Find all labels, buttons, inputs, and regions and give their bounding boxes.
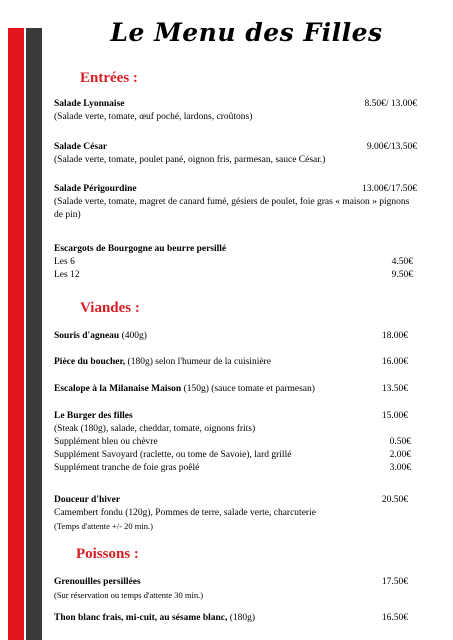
item-name: Douceur d'hiver — [54, 495, 121, 505]
item-name: Salade Périgourdine — [54, 184, 137, 194]
item-desc: (Salade verte, tomate, œuf poché, lardons, croûtons) — [54, 112, 253, 122]
item-douceur-hiver — [54, 494, 417, 533]
decor-gray-bar — [26, 28, 42, 640]
item-name: Salade Lyonnaise — [54, 99, 125, 109]
item-desc: (Steak (180g), salade, cheddar, tomate, oignons frits) — [54, 424, 256, 434]
item-note: (Sur réservation ou temps d'attente 30 min.) — [54, 590, 204, 600]
item-price: 17.50€ — [381, 577, 408, 587]
item-extra: (150g) (sauce tomate et parmesan) — [181, 384, 315, 394]
item-name: Grenouilles persillées — [54, 577, 141, 587]
item-piece-boucher — [54, 356, 417, 369]
supplement-label: Supplément tranche de foie gras poêlé — [54, 463, 200, 473]
item-name: Escargots de Bourgogne au beurre persillé — [54, 244, 227, 254]
item-price: 16.00€ — [381, 357, 408, 367]
section-entrees: Entrées : — [80, 70, 138, 86]
item-grenouilles — [54, 576, 417, 602]
item-name: Escalope à la Milanaise Maison — [54, 384, 182, 394]
item-escalope — [54, 383, 417, 396]
supplement-price: 0.50€ — [389, 437, 411, 447]
item-price: 16.50€ — [381, 613, 408, 623]
supplement-price: 2.00€ — [389, 450, 411, 460]
supplement-price: 3.00€ — [389, 463, 411, 473]
item-thon — [54, 612, 417, 625]
section-poissons: Poissons : — [76, 546, 139, 562]
item-desc: Camembert fondu (120g), Pommes de terre, salade verte, charcuterie — [54, 508, 316, 518]
supplement-label: Supplément bleu ou chèvre — [54, 437, 158, 447]
item-salade-lyonnaise — [54, 98, 417, 124]
item-desc: (Salade verte, tomate, magret de canard fumé, gésiers de poulet, foie gras « maison » pignons de pin) — [54, 197, 410, 220]
item-name: Pièce du boucher, — [54, 357, 126, 367]
section-viandes: Viandes : — [80, 300, 140, 316]
item-price: 9.50€ — [391, 270, 413, 280]
item-price: 15.00€ — [381, 411, 408, 421]
item-price: 8.50€/ 13.00€ — [364, 99, 417, 109]
item-price: 4.50€ — [391, 257, 413, 267]
item-extra: (180g) — [227, 613, 256, 623]
item-extra: (180g) selon l'humeur de la cuisinière — [125, 357, 271, 367]
item-name: Salade César — [54, 142, 108, 152]
item-name: Souris d'agneau — [54, 331, 120, 341]
item-salade-perigourdine — [54, 183, 417, 222]
item-option: Les 6 — [54, 257, 75, 267]
item-price: 9.00€/13.50€ — [366, 142, 417, 152]
item-extra: (400g) — [119, 331, 147, 341]
item-name: Thon blanc frais, mi-cuit, au sésame blanc, — [54, 613, 228, 623]
item-burger — [54, 410, 417, 475]
item-salade-cesar — [54, 141, 417, 167]
page-title: Le Menu des Filles — [110, 18, 383, 47]
item-escargots — [54, 243, 417, 282]
item-price: 20.50€ — [381, 495, 408, 505]
item-price: 13.00€/17.50€ — [362, 184, 417, 194]
decor-red-bar — [8, 28, 24, 640]
item-price: 18.00€ — [381, 331, 408, 341]
item-desc: (Salade verte, tomate, poulet pané, oignon fris, parmesan, sauce César.) — [54, 155, 326, 165]
item-souris-agneau — [54, 330, 417, 343]
item-name: Le Burger des filles — [54, 411, 133, 421]
item-option: Les 12 — [54, 270, 80, 280]
item-price: 13.50€ — [381, 384, 408, 394]
item-note: (Temps d'attente +/- 20 min.) — [54, 521, 153, 531]
supplement-label: Supplément Savoyard (raclette, ou tome de Savoie), lard grillé — [54, 450, 292, 460]
